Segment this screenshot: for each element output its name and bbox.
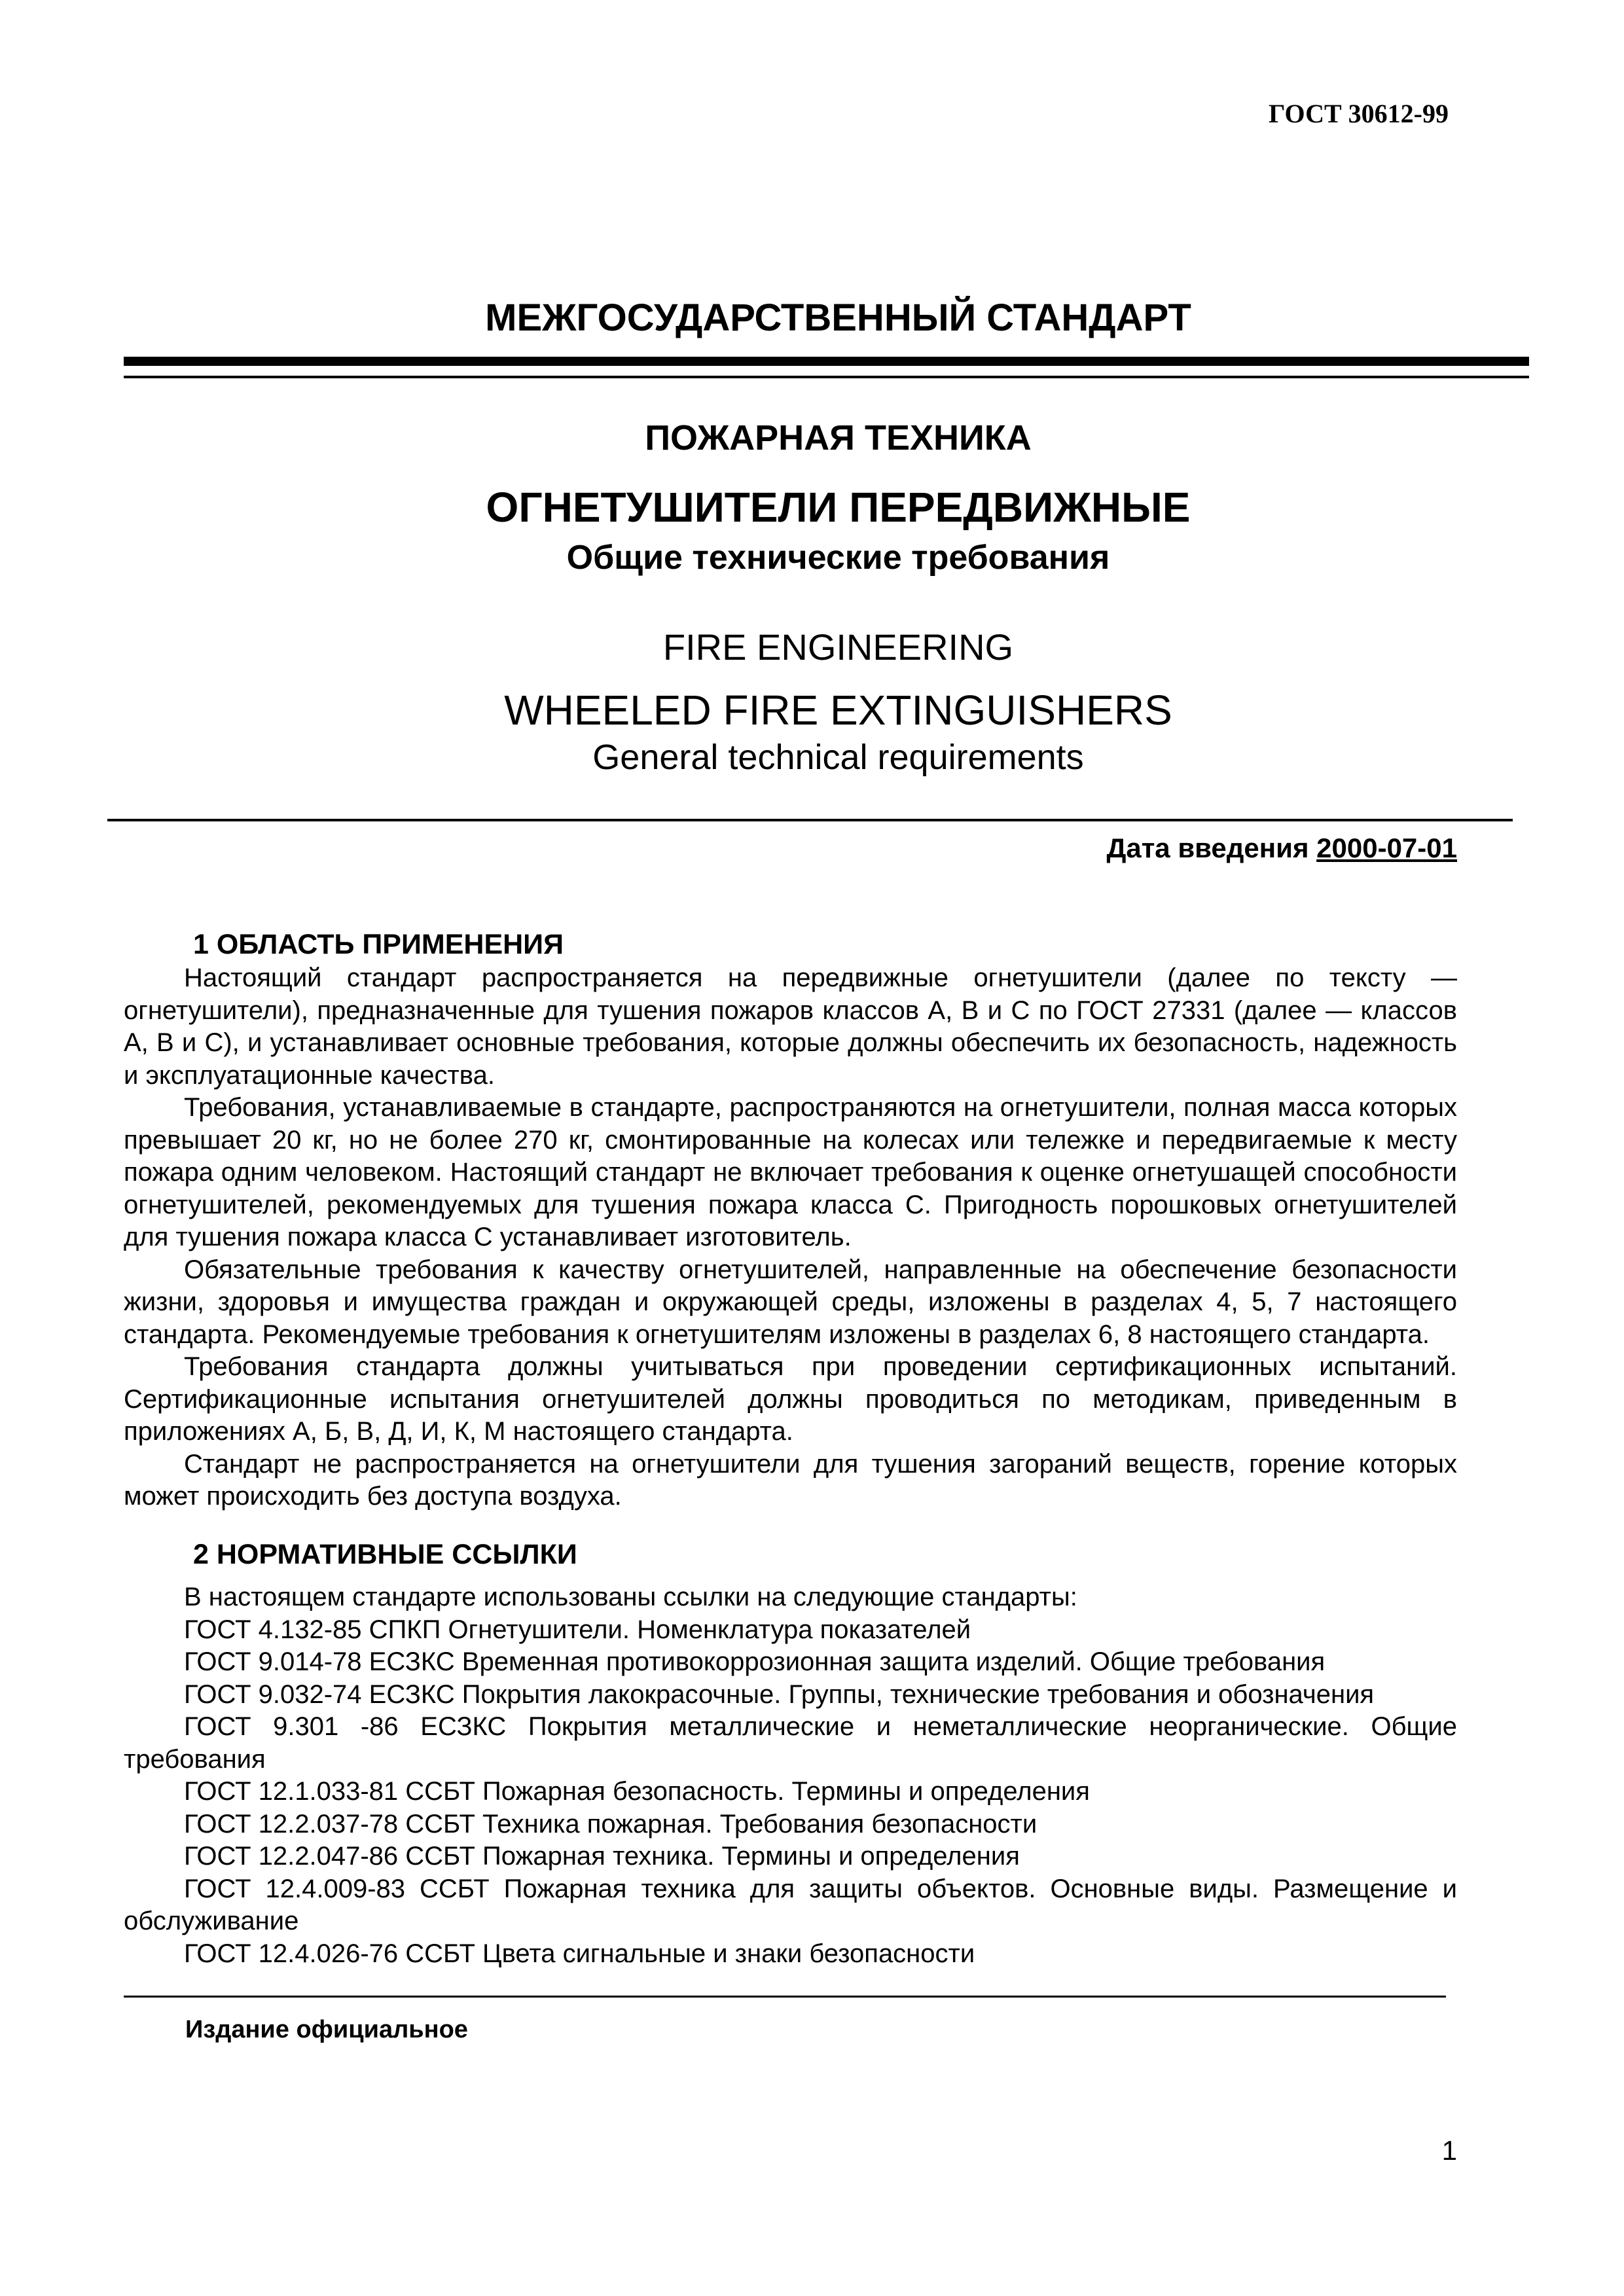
effective-date-label: Дата введения (1106, 833, 1309, 863)
en-group-title: FIRE ENGINEERING (662, 626, 1014, 668)
thick-divider (124, 357, 1529, 366)
standard-type-heading: МЕЖГОСУДАРСТВЕННЫЙ СТАНДАРТ (485, 296, 1191, 339)
references-intro: В настоящем стандарте использованы ссылки на следующие стандарты: (184, 1583, 1077, 1611)
footer-divider (124, 1996, 1446, 1998)
paragraph: Стандарт не распространяется на огнетушители для тушения загораний веществ, горение которых может происходить без доступа воздуха. (124, 1449, 1457, 1511)
section-heading: 2 НОРМАТИВНЫЕ ССЫЛКИ (193, 1539, 577, 1570)
official-edition-label: Издание официальное (185, 2016, 468, 2043)
reference-item: ГОСТ 12.2.037-78 ССБТ Техника пожарная. Требования безопасности (184, 1809, 1038, 1839)
ru-main-title: ОГНЕТУШИТЕЛИ ПЕРЕДВИЖНЫЕ (486, 484, 1191, 531)
paragraph: Настоящий стандарт распространяется на передвижные огнетушители (далее по тексту — огнетушители), предназначенные для тушения пожаров классов А, В и С по ГОСТ 27331 (далее — классов А, В и С), и устанавливает основные требования, которые должны обеспечить их безопасность, надежность и эксплуатационные качества. (124, 963, 1457, 1090)
effective-date (1106, 833, 1457, 864)
section-scope (124, 927, 1457, 1513)
effective-date-value: 2000-07-01 (1316, 833, 1457, 863)
reference-item: ГОСТ 12.2.047-86 ССБТ Пожарная техника. Термины и определения (184, 1842, 1020, 1871)
paragraph: Требования стандарта должны учитываться при проведении сертификационных испытаний. Сертификационные испытания огнетушителей должны проводиться по методикам, приведенным в приложениях А, Б, В, Д, И, К, М настоящего стандарта. (124, 1352, 1457, 1446)
ru-subtitle: Общие технические требования (566, 539, 1110, 577)
page-number: 1 (1441, 2135, 1457, 2166)
title-divider (107, 819, 1513, 821)
ru-group-title: ПОЖАРНАЯ ТЕХНИКА (645, 418, 1032, 457)
reference-item: ГОСТ 12.4.026-76 ССБТ Цвета сигнальные и знаки безопасности (184, 1939, 975, 1968)
en-main-title: WHEELED FIRE EXTINGUISHERS (504, 687, 1172, 734)
paragraph: Требования, устанавливаемые в стандарте, распространяются на огнетушители, полная масса которых превышает 20 кг, но не более 270 кг, смонтированные на колесах или тележке и передвигаемые к месту пожара одним человеком. Настоящий стандарт не включает требования к оценке огнетушащей способности огнетушителей, рекомендуемых для тушения пожара класса С. Пригодность порошковых огнетушителей для тушения пожара класса С устанавливает изготовитель. (124, 1093, 1457, 1251)
reference-item: ГОСТ 12.1.033-81 ССБТ Пожарная безопасность. Термины и определения (184, 1777, 1090, 1806)
en-subtitle: General technical requirements (592, 738, 1084, 777)
reference-item: ГОСТ 9.014-78 ЕСЗКС Временная противокоррозионная защита изделий. Общие требования (184, 1647, 1326, 1676)
reference-item: ГОСТ 9.301 -86 ЕСЗКС Покрытия металлические и неметаллические неорганические. Общие требования (124, 1712, 1457, 1774)
section-normative-references (124, 1537, 1457, 1970)
reference-item: ГОСТ 4.132-85 СПКП Огнетушители. Номенклатура показателей (184, 1615, 971, 1644)
reference-item: ГОСТ 12.4.009-83 ССБТ Пожарная техника для защиты объектов. Основные виды. Размещение и обслуживание (124, 1874, 1457, 1935)
paragraph: Обязательные требования к качеству огнетушителей, направленные на обеспечение безопасности жизни, здоровья и имущества граждан и окружающей среды, изложены в разделах 4, 5, 7 настоящего стандарта. Рекомендуемые требования к огнетушителям изложены в разделах 6, 8 настоящего стандарта. (124, 1255, 1457, 1349)
thin-divider (124, 376, 1529, 378)
document-code: ГОСТ 30612-99 (1269, 99, 1449, 128)
section-heading: 1 ОБЛАСТЬ ПРИМЕНЕНИЯ (193, 929, 564, 960)
reference-item: ГОСТ 9.032-74 ЕСЗКС Покрытия лакокрасочные. Группы, технические требования и обозначения (184, 1679, 1375, 1709)
